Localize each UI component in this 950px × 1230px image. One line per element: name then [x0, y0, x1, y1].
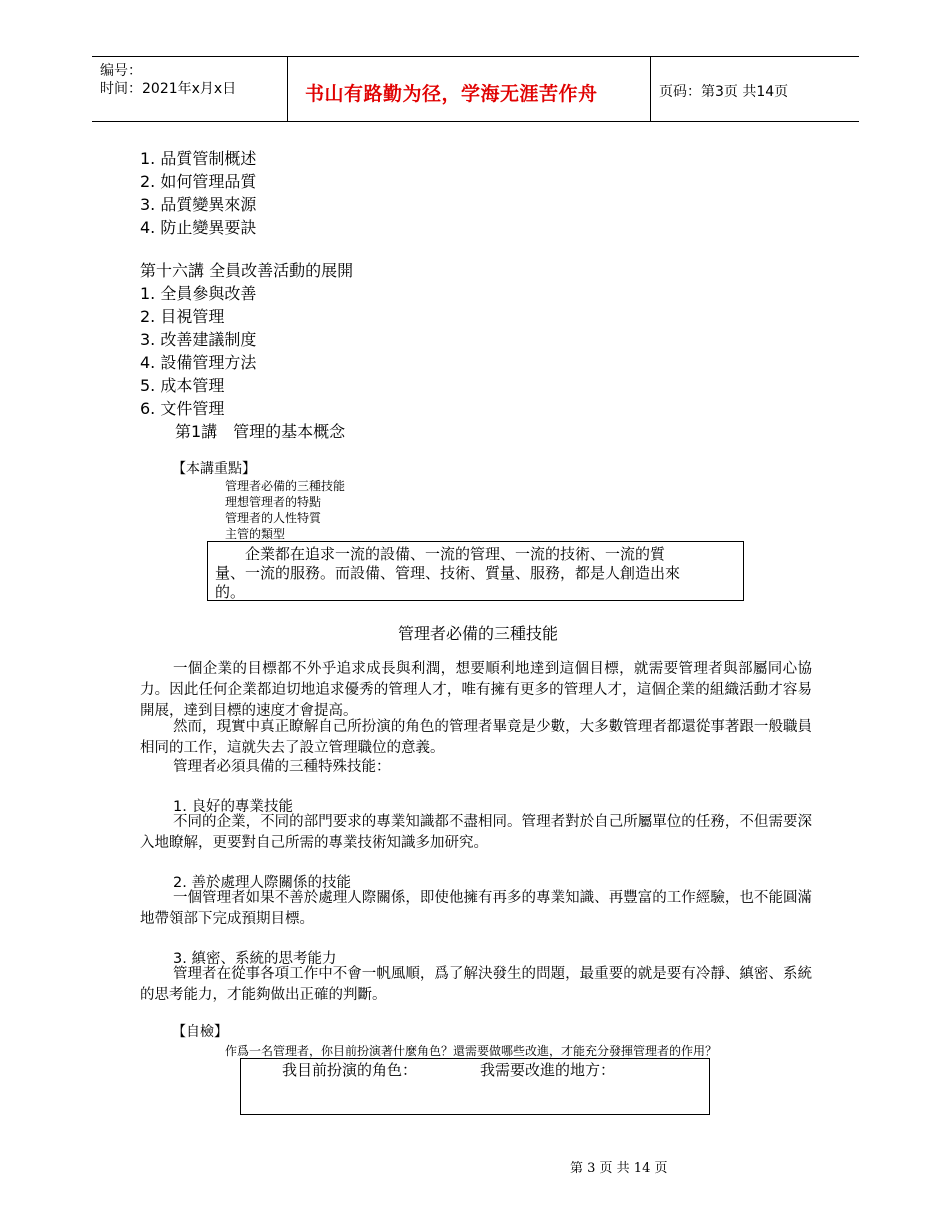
header-divider-left [287, 56, 288, 121]
self-check-improve-label: 我需要改進的地方： [480, 1061, 616, 1079]
self-check-heading: 【自檢】 [172, 1024, 228, 1040]
skill-text: 管理者在從事各項工作中不會一帆風順，爲了解決發生的問題，最重要的就是要有冷靜、縝密、系統的思考能力，才能夠做出正確的判斷。 [140, 966, 812, 1003]
section-title: 管理者必備的三種技能 [398, 624, 559, 643]
paragraph: 管理者必須具備的三種特殊技能： [173, 759, 391, 775]
header-divider-right [650, 56, 651, 121]
skill-title: 2. 善於處理人際關係的技能 [173, 875, 351, 891]
header-top-rule [92, 56, 859, 57]
skill-text: 一個管理者如果不善於處理人際關係，即使他擁有再多的專業知識、再豐富的工作經驗，也不能圓滿地帶領部下完成預期目標。 [140, 890, 812, 927]
lecture16-item: 6. 文件管理 [140, 399, 225, 418]
lecture16-title: 第十六講 全員改善活動的展開 [140, 261, 354, 280]
key-point-item: 管理者必備的三種技能 [225, 479, 346, 493]
skill-title: 3. 縝密、系統的思考能力 [173, 951, 337, 967]
quote-line: 企業都在追求一流的設備、一流的管理、一流的技術、一流的質 [245, 545, 666, 563]
lecture1-title: 第1講 管理的基本概念 [175, 422, 346, 441]
key-points-heading: 【本講重點】 [172, 461, 256, 477]
list1-item: 1. 品質管制概述 [140, 149, 257, 168]
lecture16-item: 2. 目視管理 [140, 307, 225, 326]
quote-line: 的。 [215, 583, 246, 601]
header-number-label: 编号： [100, 63, 142, 79]
paragraph: 一個企業的目標都不外乎追求成長與利潤，想要順利地達到這個目標，就需要管理者與部屬同心協力。因此任何企業都迫切地追求優秀的管理人才，唯有擁有更多的管理人才，這個企業的組織活動才容易開展，達到目標的速度才會提高。 [140, 661, 812, 719]
skill-title: 1. 良好的專業技能 [173, 799, 293, 815]
skill-text: 不同的企業，不同的部門要求的專業知識都不盡相同。管理者對於自己所屬單位的任務，不但需要深入地瞭解，更要對自己所需的專業技術知識多加研究。 [140, 814, 812, 851]
key-point-item: 管理者的人性特質 [225, 511, 322, 525]
paragraph: 然而，現實中真正瞭解自己所扮演的角色的管理者畢竟是少數，大多數管理者都還從事著跟一般職員相同的工作，這就失去了設立管理職位的意義。 [140, 719, 812, 756]
quote-line: 量、一流的服務。而設備、管理、技術、質量、服務，都是人創造出來 [215, 564, 681, 582]
lecture16-item: 3. 改善建議制度 [140, 330, 257, 349]
lecture16-item: 5. 成本管理 [140, 376, 225, 395]
lecture16-item: 1. 全員參與改善 [140, 284, 257, 303]
header-time-label: 时间：2021年x月x日 [100, 81, 237, 97]
header-page-label: 页码：第3页 共14页 [659, 84, 789, 100]
footer-page-number: 第 3 页 共 14 页 [570, 1161, 668, 1176]
self-check-question: 作爲一名管理者，你目前扮演著什麼角色？還需要做哪些改進，才能充分發揮管理者的作用？ [225, 1044, 718, 1058]
header-bottom-rule [92, 121, 859, 122]
list1-item: 3. 品質變異來源 [140, 195, 257, 214]
list1-item: 2. 如何管理品質 [140, 172, 257, 191]
header-motto: 书山有路勤为径，学海无涯苦作舟 [305, 83, 598, 105]
list1-item: 4. 防止變異要訣 [140, 218, 257, 237]
lecture16-item: 4. 設備管理方法 [140, 353, 257, 372]
self-check-role-label: 我目前扮演的角色： [282, 1061, 418, 1079]
key-point-item: 主管的類型 [225, 527, 286, 541]
key-point-item: 理想管理者的特點 [225, 495, 322, 509]
